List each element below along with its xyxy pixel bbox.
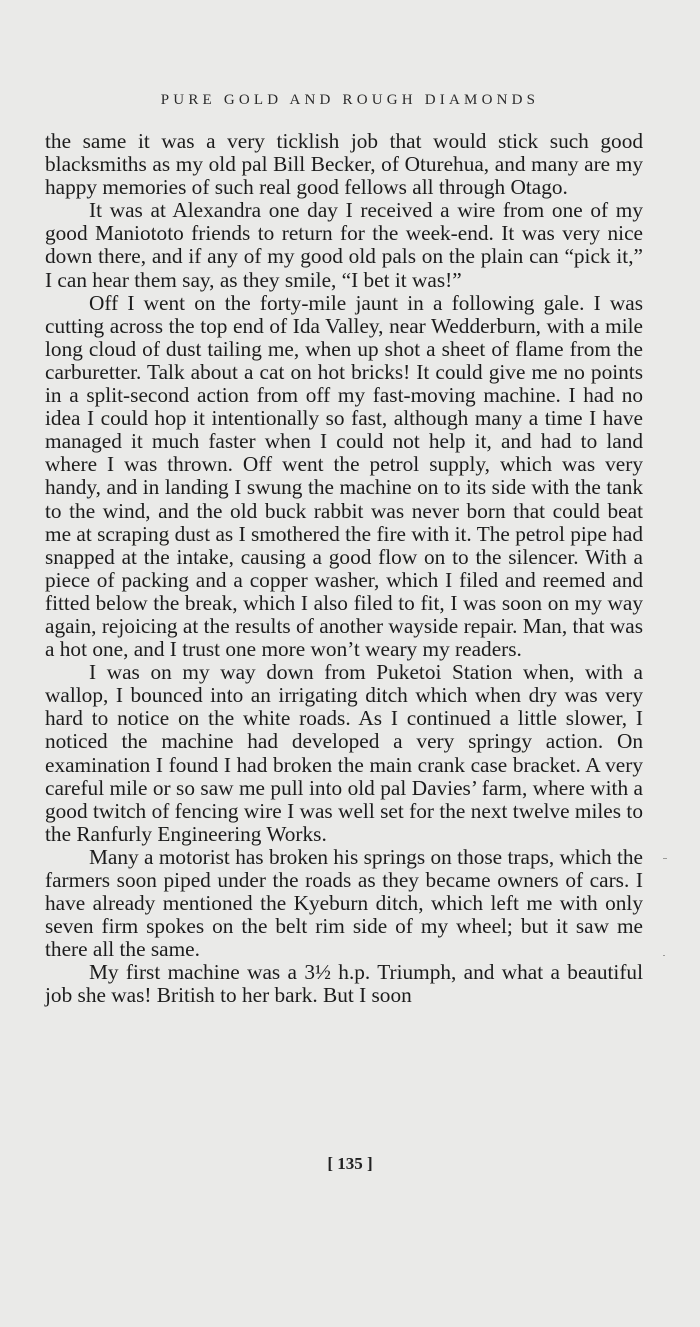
paragraph: My first machine was a 3½ h.p. Triumph, and what a beautiful job she was! British to her bark. But I soon	[45, 960, 643, 1008]
paragraph: the same it was a very ticklish job that would stick such good blacksmiths as my old pal Bill Becker, of Oturehua, and many are my happy memories of such real good fellows all through Otago.	[45, 129, 643, 200]
running-head: PURE GOLD AND ROUGH DIAMONDS	[160, 92, 540, 108]
margin-speck	[663, 955, 665, 956]
paragraph: Off I went on the forty-mile jaunt in a following gale. I was cutting across the top end of Ida Valley, near Wedderburn, with a mile long cloud of dust tailing me, when up shot a sheet of flame from the carburetter. Talk about a cat on hot bricks! It could give me no points in a split-second action from off my fast-moving machine. I had no idea I could hop it intentionally so fast, although many a time I have managed it much faster when I could not help it, and had to land where I was thrown. Off went the petrol supply, which was very handy, and in landing I swung the machine on to its side with the tank to the wind, and the old buck rabbit was never born that could beat me at scraping dust as I smothered the fire with it. The petrol pipe had snapped at the intake, causing a good flow on to the silencer. With a piece of packing and a copper washer, which I filed and reemed and fitted below the break, which I also filed to fit, I was soon on my way again, rejoicing at the results of another wayside repair. Man, that was a hot one, and I trust one more won’t weary my readers.	[45, 290, 643, 662]
paragraph: It was at Alexandra one day I received a wire from one of my good Maniototo friends to return for the week-end. It was very nice down there, and if any of my good old pals on the plain can “pick it,” I can hear them say, as they smile, “I bet it was!”	[45, 198, 643, 292]
page-number: [ 135 ]	[327, 1154, 373, 1173]
margin-speck	[663, 858, 667, 859]
paragraph: Many a motorist has broken his springs on those traps, which the farmers soon piped under the roads as they became owners of cars. I have already mentioned the Kyeburn ditch, which left me with only seven firm spokes on the belt rim side of my wheel; but it saw me there all the same.	[45, 844, 643, 962]
body-text	[45, 130, 643, 1008]
paragraph: I was on my way down from Puketoi Station when, with a wallop, I bounced into an irrigating ditch which when dry was very hard to notice on the white roads. As I continued a little slower, I noticed the machine had developed a very springy action. On examination I found I had broken the main crank case bracket. A very careful mile or so saw me pull into old pal Davies’ farm, where with a good twitch of fencing wire I was well set for the next twelve miles to the Ranfurly Engineering Works.	[45, 660, 643, 846]
